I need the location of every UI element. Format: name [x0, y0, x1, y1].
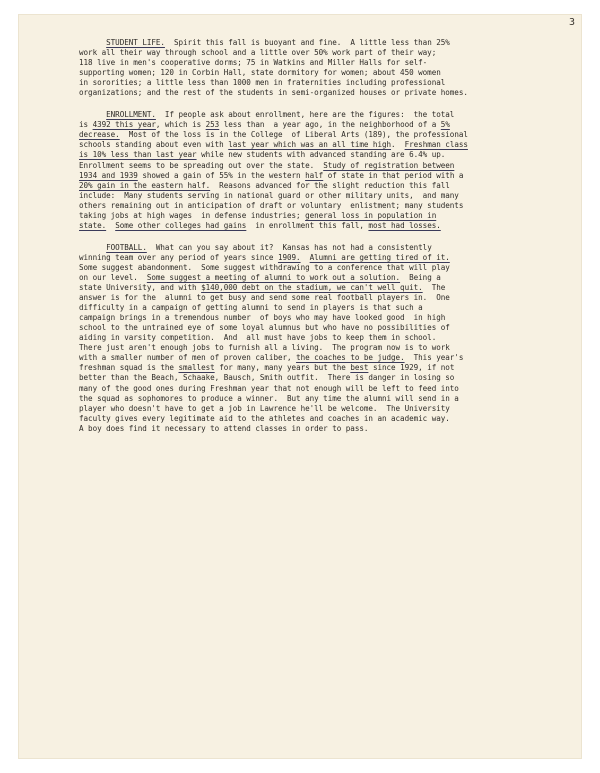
text-segment [301, 253, 310, 262]
text-line [79, 273, 535, 283]
text-line [79, 373, 535, 383]
text-segment: schools standing about even with [79, 140, 229, 150]
page-number: 3 [569, 17, 576, 28]
paragraph-enrollment [79, 110, 535, 231]
underlined-text: STUDENT LIFE. [106, 38, 165, 47]
text-segment [79, 110, 106, 119]
underlined-text: last year which was an all time high [228, 140, 392, 150]
text-segment: supporting women; 120 in Corbin Hall, state dormitory for women; about 450 women [79, 68, 441, 78]
text-segment: school to the untrained eye of some loyal alumnus but who have no possibilities of [79, 323, 450, 333]
text-segment: of state in that period with a [323, 170, 464, 180]
text-line [79, 68, 535, 78]
underlined-text: best [350, 363, 369, 373]
text-line [79, 120, 535, 130]
underlined-text: 1909. [277, 252, 301, 262]
underlined-text: 20% gain in the eastern half. [79, 180, 211, 190]
text-segment: less than a year ago, in the neighborhood of a [219, 120, 441, 130]
paragraph-student-life [79, 38, 535, 98]
text-segment: state University, and with [79, 283, 202, 293]
text-line [79, 263, 535, 273]
text-line [79, 78, 535, 88]
text-segment: answer is for the alumni to get busy and send some real football players in. One [79, 293, 450, 303]
text-segment: difficulty in a campaign of getting alumni to send in players is that such a [79, 303, 423, 313]
text-line [79, 130, 535, 140]
text-segment: since 1929, if not [368, 363, 455, 373]
text-line [79, 333, 535, 343]
text-line [79, 384, 535, 394]
text-line [79, 38, 535, 48]
text-segment: If people ask about enrollment, here are the figures: the total [155, 110, 455, 120]
text-segment: Some suggest abandonment. Some suggest withdrawing to a conference that will play [79, 262, 450, 272]
text-segment: campaign brings in a tremendous number of boys who may have looked good in high [79, 313, 446, 323]
text-line [79, 48, 535, 58]
text-segment: 118 live in men's cooperative dorms; 75 in Watkins and Miller Halls for self- [79, 58, 428, 68]
text-line [79, 313, 535, 323]
text-segment: aiding in varsity competition. And all must have jobs to keep them in school. [79, 333, 437, 343]
underlined-text: 5% [440, 120, 450, 130]
text-segment: on our level. [79, 272, 147, 282]
text-segment: many of the good ones during Freshman year that not enough will be left to feed into [79, 383, 459, 393]
text-line [79, 253, 535, 263]
text-line [79, 293, 535, 303]
text-segment: in sororities; a little less than 1000 men in fraternities including professional [79, 78, 446, 88]
text-segment: freshman squad is the [79, 363, 179, 373]
text-segment [79, 243, 106, 252]
underlined-text: most had losses. [368, 220, 441, 230]
text-segment: player who doesn't have to get a job in Lawrence he'll be welcome. The University [79, 403, 450, 413]
text-segment: Enrollment seems to be spreading out over the state. [79, 160, 324, 170]
text-line [79, 353, 535, 363]
text-line [79, 211, 535, 221]
text-segment: The [422, 283, 446, 293]
text-line [79, 394, 535, 404]
text-segment: work all their way through school and a little over 50% work part of their way; [79, 48, 437, 58]
text-segment: faculty gives every legitimate aid to the athletes and coaches in an academic way. [79, 413, 450, 423]
text-segment: Spirit this fall is buoyant and fine. A little less than 25% [164, 38, 450, 47]
text-segment: , which is [155, 120, 206, 130]
text-line [79, 88, 535, 98]
underlined-text: 253 [205, 120, 220, 130]
underlined-text: Some suggest a meeting of alumni to work out a solution. [146, 272, 401, 282]
underlined-text: Alumni are getting tired of it. [309, 252, 450, 262]
text-line [79, 140, 535, 150]
text-line [79, 150, 535, 160]
text-segment: Most of the loss is in the College of Liberal Arts (189), the professional [119, 130, 468, 140]
underlined-text: state. [79, 220, 107, 230]
text-line [79, 201, 535, 211]
underlined-text: Some other colleges had gains [115, 220, 247, 230]
text-segment: . [391, 140, 405, 150]
text-line [79, 243, 535, 253]
text-segment: is [79, 120, 93, 130]
text-line [79, 181, 535, 191]
text-line [79, 343, 535, 353]
underlined-text: the coaches to be judge. [296, 353, 405, 363]
text-segment: with a smaller number of men of proven caliber, [79, 353, 297, 363]
underlined-text: decrease. [79, 130, 120, 140]
underlined-text: FOOTBALL. [106, 242, 147, 252]
text-line [79, 424, 535, 434]
text-segment: better than the Beach, Schaake, Bausch, Smith outfit. There is danger in losing so [79, 373, 455, 383]
text-segment: There just aren't enough jobs to furnish all a living. The program now is to work [79, 343, 450, 353]
underlined-text: half [305, 170, 324, 180]
text-segment: in enrollment this fall, [246, 220, 369, 230]
underlined-text: 1934 and 1939 [79, 170, 138, 180]
text-line [79, 161, 535, 171]
text-segment: A boy does find it necessary to attend classes in order to pass. [79, 423, 369, 433]
text-segment: taking jobs at high wages in defense industries; [79, 210, 306, 220]
document-body [79, 38, 535, 446]
text-segment: This year's [404, 353, 464, 363]
underlined-text: Study of registration between [323, 160, 455, 170]
underlined-text: smallest [178, 363, 215, 373]
text-segment: while new students with advanced standing are 6.4% up. [196, 150, 446, 160]
text-line [79, 303, 535, 313]
underlined-text: ENROLLMENT. [106, 110, 156, 120]
text-segment: for many, many years but the [214, 363, 351, 373]
underlined-text: 4392 this year [92, 120, 156, 130]
text-segment [106, 221, 115, 230]
text-line [79, 221, 535, 231]
text-segment: Being a [400, 272, 441, 282]
text-line [79, 323, 535, 333]
text-line [79, 404, 535, 414]
underlined-text: is 10% less than last year [79, 150, 197, 160]
paragraph-football [79, 243, 535, 434]
text-segment: showed a gain of 55% in the western [137, 170, 306, 180]
text-line [79, 283, 535, 293]
underlined-text: general loss in population in [305, 210, 437, 220]
text-line [79, 191, 535, 201]
underlined-text: Freshman class [404, 140, 468, 150]
text-segment: organizations; and the rest of the students in semi-organized houses or private homes. [79, 88, 468, 98]
text-segment [79, 38, 106, 47]
text-segment: Reasons advanced for the slight reduction this fall [210, 180, 450, 190]
text-segment: What can you say about it? Kansas has not had a consistently [146, 242, 432, 252]
text-segment: the squad as sophomores to produce a winner. But any time the alumni will send in a [79, 393, 459, 403]
text-segment: winning team over any period of years since [79, 252, 278, 262]
text-line [79, 363, 535, 373]
text-line [79, 414, 535, 424]
text-line [79, 171, 535, 181]
text-segment: others remaining out in anticipation of draft or voluntary enlistment; many students [79, 200, 464, 210]
text-line [79, 58, 535, 68]
underlined-text: $140,000 debt on the stadium, we can't well quit. [201, 283, 423, 293]
text-segment: include: Many students serving in national guard or other military units, and many [79, 190, 459, 200]
text-line [79, 110, 535, 120]
